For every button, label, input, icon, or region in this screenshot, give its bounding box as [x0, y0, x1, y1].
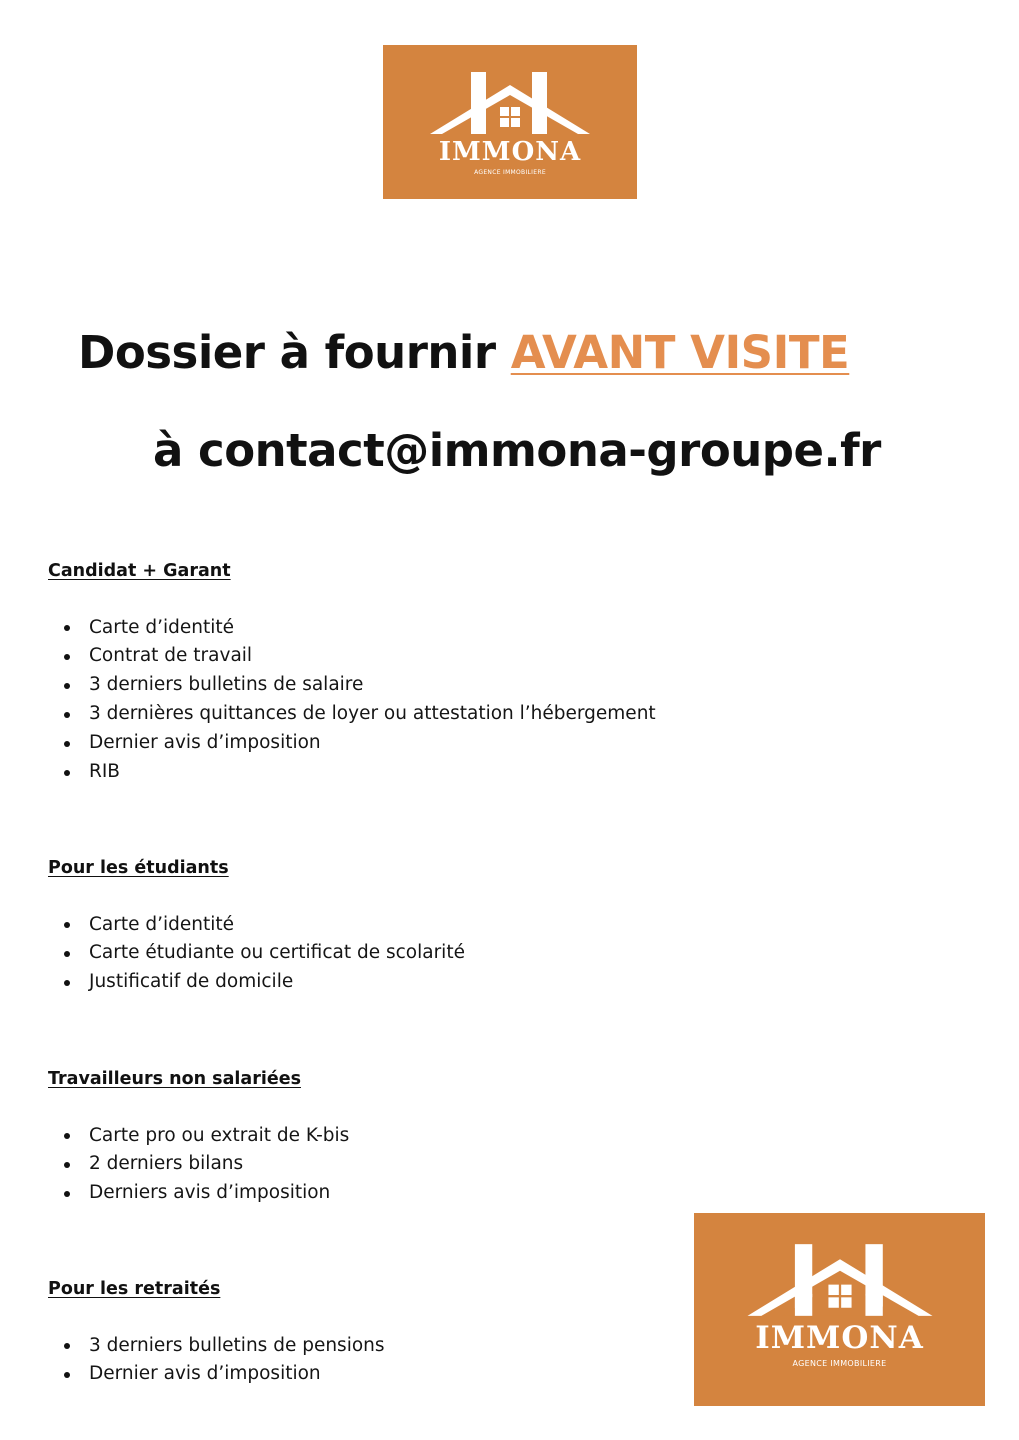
house-roof-icon: [747, 1243, 933, 1317]
list-item: Carte pro ou extrait de K-bis: [48, 1122, 948, 1151]
list-item: Dernier avis d’imposition: [48, 1360, 948, 1389]
page-title: [78, 326, 850, 379]
list-item: 2 derniers bilans: [48, 1150, 948, 1179]
document-list: [48, 911, 948, 998]
list-item: Carte étudiante ou certificat de scolarité: [48, 939, 948, 968]
section-travailleurs-non-salaries: [48, 1071, 948, 1208]
list-item: Derniers avis d’imposition: [48, 1179, 948, 1208]
list-item: Dernier avis d’imposition: [48, 729, 948, 758]
document-list: [48, 614, 948, 787]
title-contact-line: à contact@immona-groupe.fr: [153, 424, 881, 477]
list-item: RIB: [48, 758, 948, 787]
section-etudiants: [48, 860, 948, 997]
list-item: Justificatif de domicile: [48, 968, 948, 997]
section-title: Travailleurs non salariées: [48, 1069, 301, 1089]
section-candidat-garant: [48, 563, 948, 787]
section-title: Pour les retraités: [48, 1279, 221, 1299]
logo-bottom: [694, 1213, 985, 1406]
logo-brand-name: IMMONA: [755, 1320, 924, 1356]
list-item: Contrat de travail: [48, 642, 948, 671]
list-item: Carte d’identité: [48, 911, 948, 940]
list-item: 3 dernières quittances de loyer ou attestation l’hébergement: [48, 700, 948, 729]
section-title: Pour les étudiants: [48, 858, 229, 878]
section-title: Candidat + Garant: [48, 561, 231, 581]
logo-tagline: AGENCE IMMOBILIERE: [474, 169, 546, 176]
list-item: 3 derniers bulletins de salaire: [48, 671, 948, 700]
logo-brand-name: IMMONA: [438, 137, 582, 167]
list-item: 3 derniers bulletins de pensions: [48, 1332, 948, 1361]
title-accent: AVANT VISITE: [510, 326, 850, 379]
house-roof-icon: [430, 71, 590, 135]
title-prefix: Dossier à fournir: [78, 326, 511, 379]
logo-tagline: AGENCE IMMOBILIERE: [792, 1359, 887, 1368]
logo-top: [383, 45, 637, 199]
document-list: [48, 1122, 948, 1209]
list-item: Carte d’identité: [48, 614, 948, 643]
